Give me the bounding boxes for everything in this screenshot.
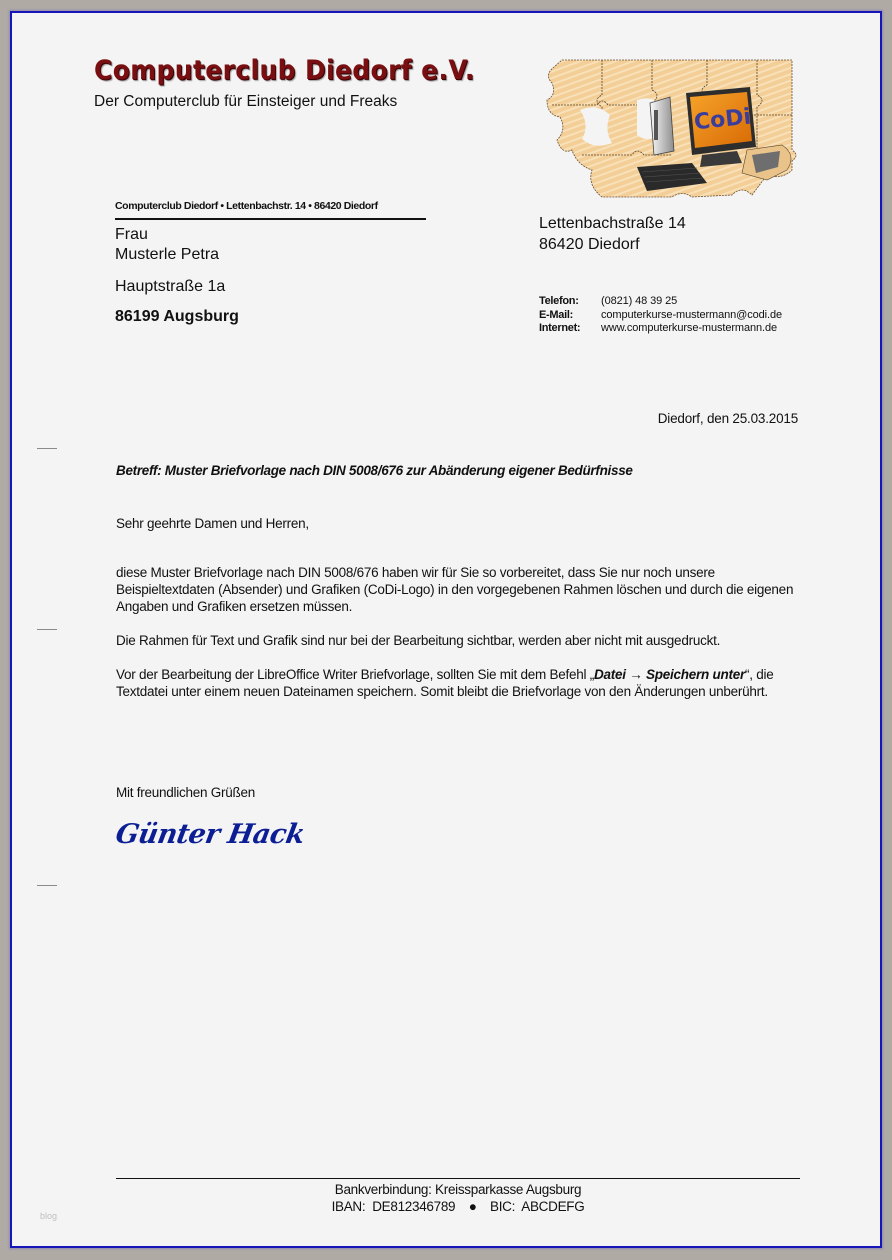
signature: Günter Hack [113,819,307,850]
bank-line: Bankverbindung: Kreissparkasse Augsburg [334,1182,582,1197]
body-paragraph-3 [116,666,816,700]
club-tagline: Der Computerclub für Einsteiger und Freaks [94,93,398,110]
phone-value: (0821) 48 39 25 [601,295,678,307]
paragraph-3-text-before: Vor der Bearbeitung der LibreOffice Writer Briefvorlage, sollten Sie mit dem Befehl „ [116,667,594,682]
contact-info [539,295,782,336]
letter-greeting: Sehr geehrte Damen und Herren, [116,516,309,531]
sender-line-rule [115,218,426,220]
bic-label: BIC: [490,1199,516,1214]
club-title: Computerclub Diedorf e.V. [94,55,475,86]
iban-bic-line [116,1198,800,1215]
recipient-street: Hauptstraße 1a [115,278,226,295]
fold-mark-top [37,448,57,449]
contact-label: Telefon: [539,295,579,307]
club-city: 86420 Diedorf [539,236,640,253]
bullet-separator-icon: ● [468,1199,477,1214]
body-paragraph-1: diese Muster Briefvorlage nach DIN 5008/676 haben wir für Sie so vorbereitet, dass Sie nur noch unsere Beispieltextdaten (Absender) und Grafiken (CoDi-Logo) in den vorgegebenen Rahmen löschen und durch die eigenen Angaben und Grafiken ersetzen müssen. [116,565,794,614]
letter-subject: Betreff: Muster Briefvorlage nach DIN 5008/676 zur Abänderung eigener Bedürfnisse [116,463,633,478]
bic-value: ABCDEFG [521,1199,585,1214]
recipient-name: Musterle Petra [115,246,220,263]
recipient-city: 86199 Augsburg [115,308,239,325]
contact-website [539,322,782,336]
letter-page [10,11,882,1248]
letter-date: Diedorf, den 25.03.2015 [657,411,798,426]
footer-rule [116,1178,800,1179]
contact-phone [539,295,782,309]
recipient-salutation: Frau [115,226,148,243]
recipient-address [115,225,239,327]
iban-label: IBAN: [331,1199,366,1214]
body-paragraph-2: Die Rahmen für Text und Grafik sind nur bei der Bearbeitung sichtbar, werden aber nicht mit ausgedruckt. [116,633,721,648]
website-link[interactable]: www.computerkurse-mustermann.de [601,322,778,334]
svg-text:CoDi: CoDi [692,104,753,136]
contact-email [539,309,782,323]
contact-label: E-Mail: [539,308,573,321]
iban-value: DE812346789 [372,1199,456,1214]
menu-command-emphasis: Datei → Speichern unter [594,667,746,682]
bank-details-footer [116,1181,800,1215]
fold-mark-bottom [37,885,57,886]
punch-mark [37,629,57,630]
watermark-text: blog [40,1211,58,1221]
club-street: Lettenbachstraße 14 [539,215,686,232]
contact-label: Internet: [539,322,581,334]
letter-closing: Mit freundlichen Grüßen [116,785,256,800]
club-address [539,213,686,255]
codi-puzzle-computer-logo-icon [542,55,800,200]
email-link[interactable]: computerkurse-mustermann@codi.de [601,308,782,321]
paragraph-3-text-after: “, die Textdatei unter einem neuen Dateinamen speichern. Somit bleibt die Briefvorlage von den Änderungen unberührt. [116,667,774,699]
sender-return-line: Computerclub Diedorf • Lettenbachstr. 14 • 86420 Diedorf [115,200,378,212]
